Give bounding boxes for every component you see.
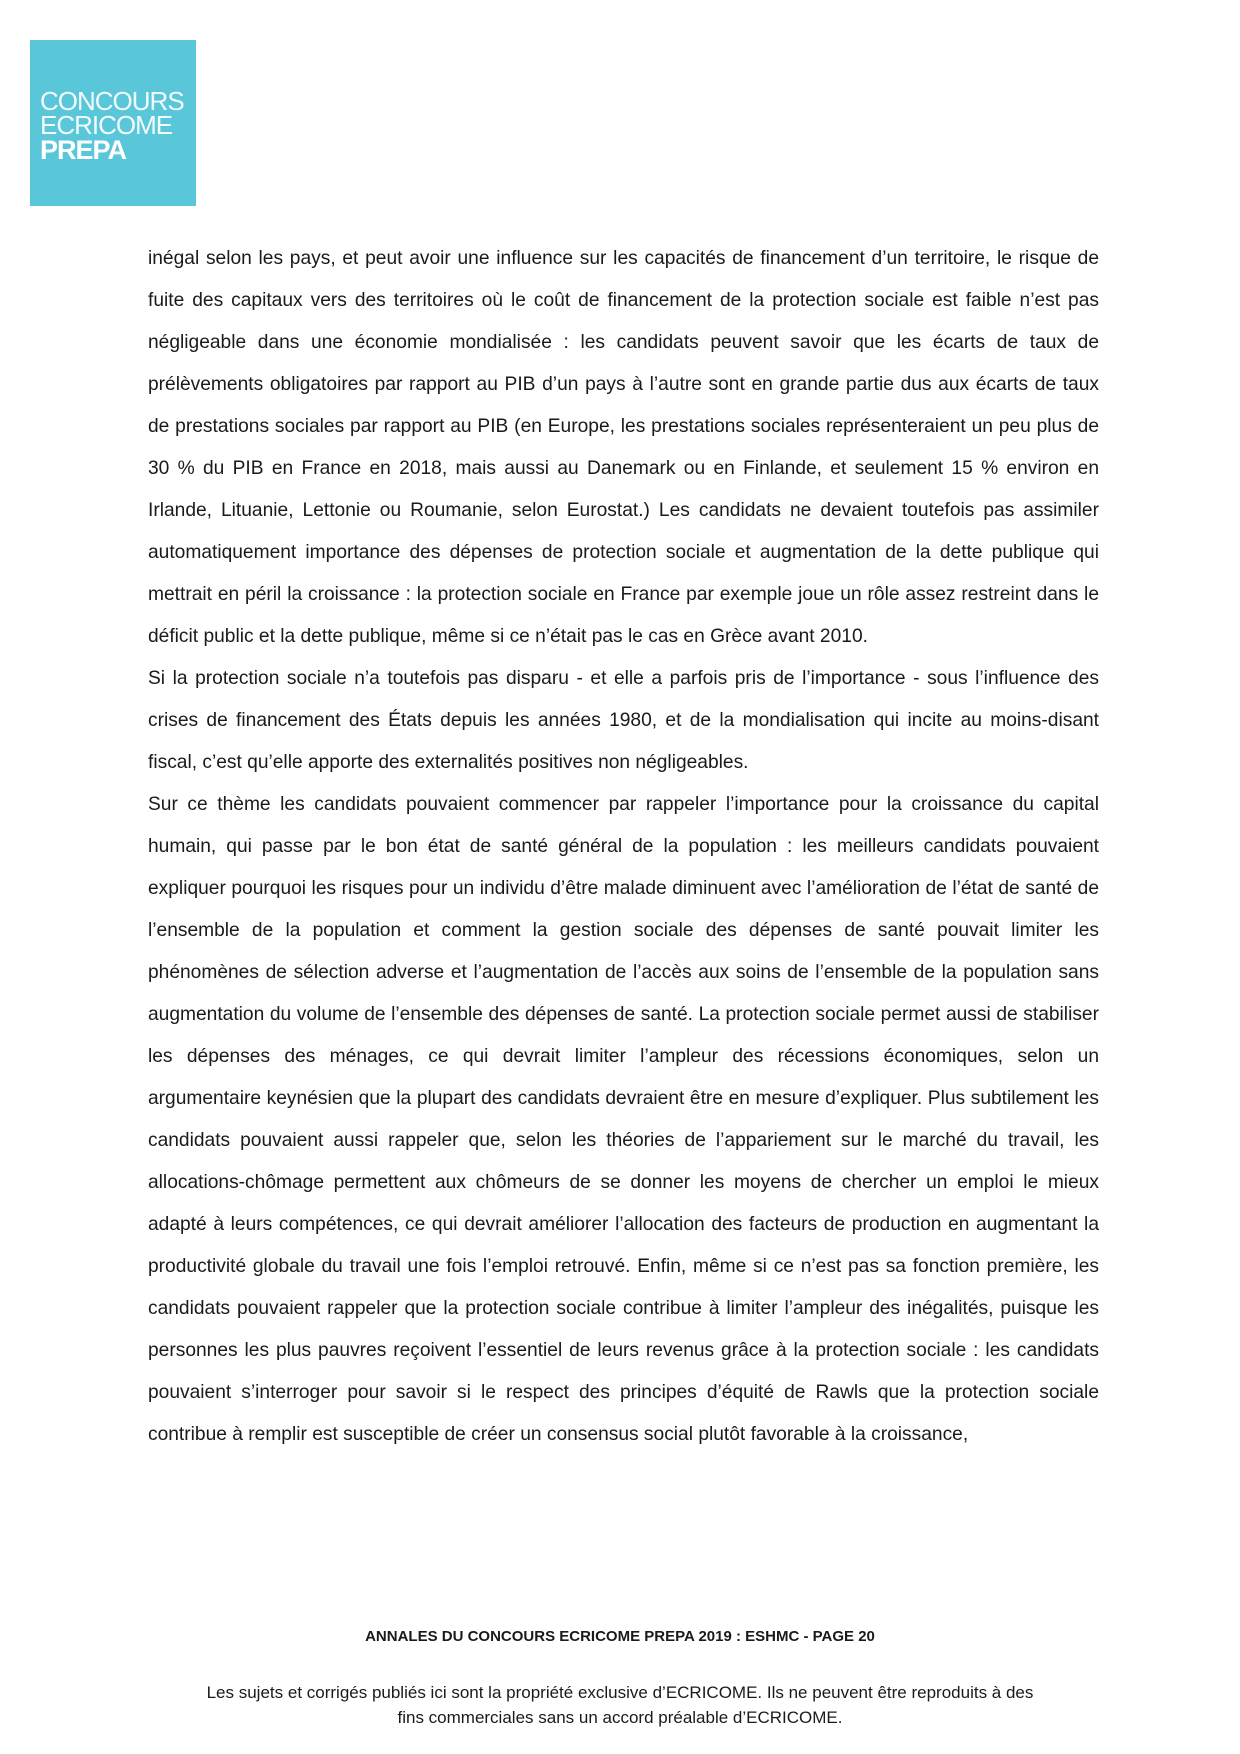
paragraph-3: Sur ce thème les candidats pouvaient commencer par rappeler l’importance pour la croissance du capital humain, qui passe par le bon état de santé général de la population : les meilleurs candidats pouvaient expliquer pourquoi les risques pour un individu d’être malade diminuent avec l’amélioration de l’état de santé de l’ensemble de la population et comment la gestion sociale des dépenses de santé pouvait limiter les phénomènes de sélection adverse et l’augmentation de l’accès aux soins de l’ensemble de la population sans augmentation du volume de l’ensemble des dépenses de santé. La protection sociale permet aussi de stabiliser les dépenses des ménages, ce qui devrait limiter l’ampleur des récessions économiques, selon un argumentaire keynésien que la plupart des candidats devraient être en mesure d’expliquer. Plus subtilement les candidats pouvaient aussi rappeler que, selon les théories de l’appariement sur le marché du travail, les allocations-chômage permettent aux chômeurs de se donner les moyens de chercher un emploi le mieux adapté à leurs compétences, ce qui devrait améliorer l’allocation des facteurs de production en augmentant la productivité globale du travail une fois l’emploi retrouvé. Enfin, même si ce n’est pas sa fonction première, les candidats pouvaient rappeler que la protection sociale contribue à limiter l’ampleur des inégalités, puisque les personnes les plus pauvres reçoivent l’essentiel de leurs revenus grâce à la protection sociale : les candidats pouvaient s’interroger pour savoir si le respect des principes d’équité de Rawls que la protection sociale contribue à remplir est susceptible de créer un consensus social plutôt favorable à la croissance, [148,794,1099,1445]
copyright-notice [140,1680,1100,1730]
copyright-line-1: Les sujets et corrigés publiés ici sont la propriété exclusive d’ECRICOME. Ils ne peuvent être reproduits à des [206,1683,1034,1702]
ecricome-logo [30,40,196,206]
copyright-line-2: fins commerciales sans un accord préalable d’ECRICOME. [397,1708,843,1727]
page-footer-title: ANNALES DU CONCOURS ECRICOME PREPA 2019 : ESHMC - PAGE 20 [365,1628,875,1645]
paragraph-2: Si la protection sociale n’a toutefois pas disparu - et elle a parfois pris de l’importance - sous l’influence des crises de financement des États depuis les années 1980, et de la mondialisation qui incite au moins-disant fiscal, c’est qu’elle apporte des externalités positives non négligeables. [148,668,1099,773]
document-body [148,238,1099,1456]
paragraph-1: inégal selon les pays, et peut avoir une influence sur les capacités de financement d’un territoire, le risque de fuite des capitaux vers des territoires où le coût de financement de la protection sociale est faible n’est pas négligeable dans une économie mondialisée : les candidats peuvent savoir que les écarts de taux de prélèvements obligatoires par rapport au PIB d’un pays à l’autre sont en grande partie dus aux écarts de taux de prestations sociales par rapport au PIB (en Europe, les prestations sociales représenteraient un peu plus de 30 % du PIB en France en 2018, mais aussi au Danemark ou en Finlande, et seulement 15 % environ en Irlande, Lituanie, Lettonie ou Roumanie, selon Eurostat.) Les candidats ne devaient toutefois pas assimiler automatiquement importance des dépenses de protection sociale et augmentation de la dette publique qui mettrait en péril la croissance : la protection sociale en France par exemple joue un rôle assez restreint dans le déficit public et la dette publique, même si ce n’était pas le cas en Grèce avant 2010. [148,248,1099,647]
logo-line-prepa: PREPA [40,135,127,165]
logo-line-ecricome: ECRICOME [40,110,173,140]
logo-line-concours: CONCOURS [40,86,184,116]
